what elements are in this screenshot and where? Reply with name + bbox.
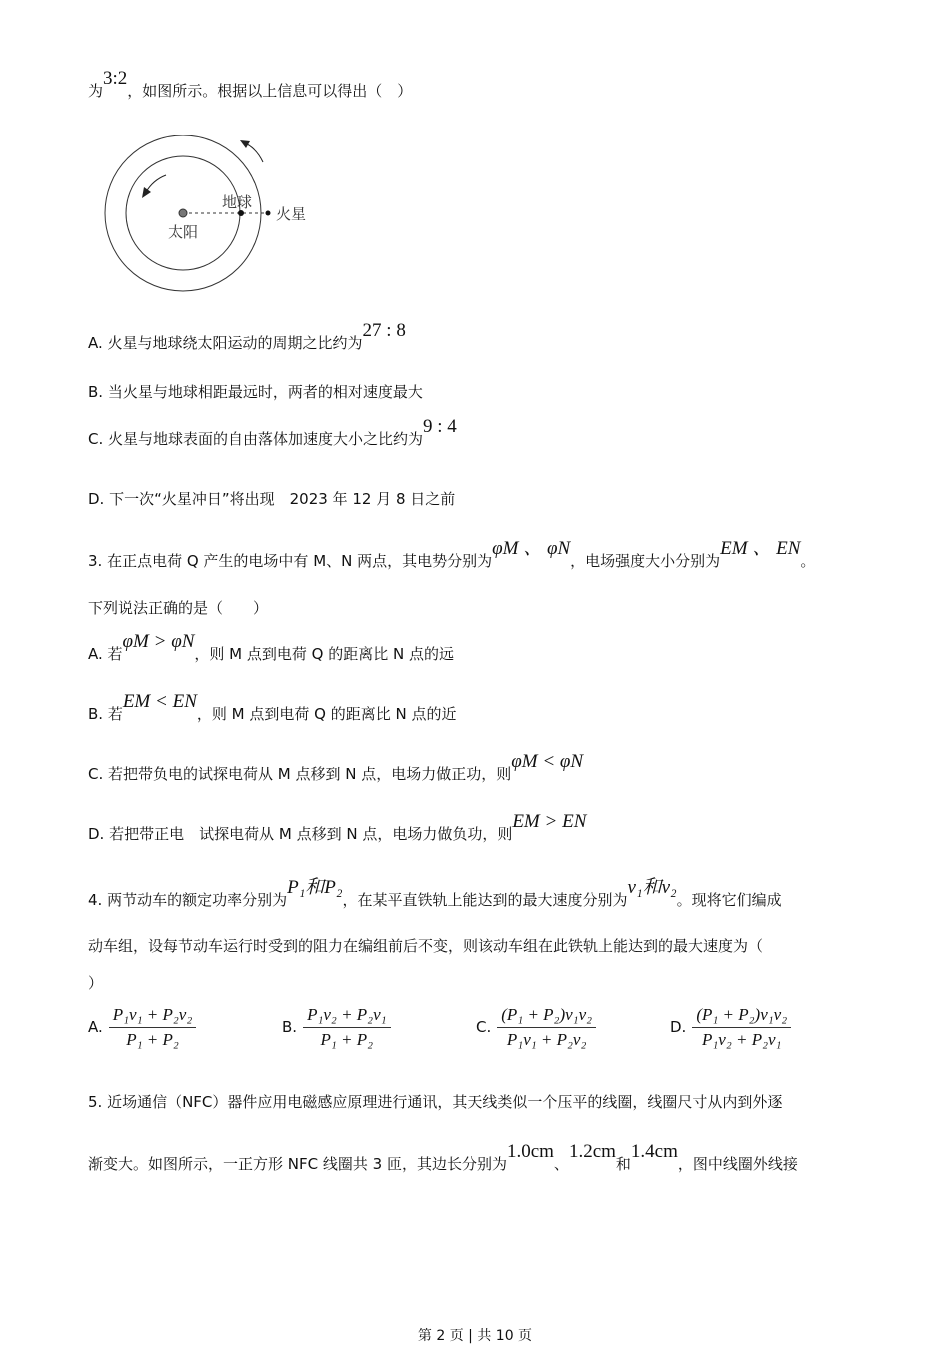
- sun-icon: [179, 209, 187, 217]
- q2-option-a: A. 火星与地球绕太阳运动的周期之比约为27 : 8: [88, 320, 406, 352]
- q4-option-a: A. $\frac{\text{P₁v₁ + P₂v₂}}{\text{P₁ + P₂}}$: [88, 1005, 196, 1050]
- q4-option-c: C. $\frac{\text{(P₁ + P₂)v₁v₂}}{\text{P₁v₁ + P₂v₂}}$: [476, 1005, 596, 1050]
- q2-option-d: D. 下一次“火星冲日”将出现 2023 年 12 月 8 日之前: [88, 490, 456, 508]
- earth-label: 地球: [222, 193, 253, 211]
- q3-option-a: A. 若φM > φN，则 M 点到电荷 Q 的距离比 N 点的远: [88, 631, 454, 663]
- sun-label: 太阳: [168, 223, 199, 241]
- q3-stem: 3. 在正点电荷 Q 产生的电场中有 M、N 两点，其电势分别为φM 、 φN，电场强度大小分别为EM 、 EN。: [88, 538, 816, 570]
- mars-dot-icon: [266, 211, 271, 216]
- mars-label: 火星: [276, 205, 307, 223]
- q4-stem2: 动车组，设每节动车运行时受到的阻力在编组前后不变，则该动车组在此铁轨上能达到的最大速度为（: [88, 937, 764, 955]
- q4-option-d: D. $\frac{\text{(P₁ + P₂)v₁v₂}}{\text{P₁v₂ + P₂v₁}}$: [670, 1005, 791, 1050]
- orbit-diagram: [98, 135, 328, 300]
- q4-stem: 4. 两节动车的额定功率分别为P₁和P₂，在某平直铁轨上能达到的最大速度分别为v₁和v₂。现将它们编成: [88, 877, 782, 909]
- q2-option-b: B. 当火星与地球相距最远时，两者的相对速度最大: [88, 383, 423, 401]
- q5-stem: 5. 近场通信（NFC）器件应用电磁感应原理进行通讯，其天线类似一个压平的线圈，线圈尺寸从内到外逐: [88, 1093, 783, 1111]
- q3-option-d: D. 若把带正电 试探电荷从 M 点移到 N 点，电场力做负功，则EM > EN: [88, 811, 587, 843]
- q3-option-b: B. 若EM < EN，则 M 点到电荷 Q 的距离比 N 点的近: [88, 691, 457, 723]
- q3-option-c: C. 若把带负电的试探电荷从 M 点移到 N 点，电场力做正功，则φM < φN: [88, 751, 584, 783]
- q5-stem2: 渐变大。如图所示，一正方形 NFC 线圈共 3 匝，其边长分别为1.0cm、1.2cm和1.4cm，图中线圈外线接: [88, 1141, 798, 1173]
- q4-stem3: ）: [88, 974, 104, 992]
- q2-option-c: C. 火星与地球表面的自由落体加速度大小之比约为9 : 4: [88, 416, 457, 448]
- q3-stem2: 下列说法正确的是（ ）: [88, 599, 269, 617]
- intro-line: 为3:2，如图所示。根据以上信息可以得出（ ）: [88, 68, 413, 100]
- page-footer: 第 2 页 | 共 10 页: [417, 1328, 533, 1344]
- q4-option-b: B. $\frac{\text{P₁v₂ + P₂v₁}}{\text{P₁ + P₂}}$: [282, 1005, 391, 1050]
- arrow-icon: [146, 175, 166, 192]
